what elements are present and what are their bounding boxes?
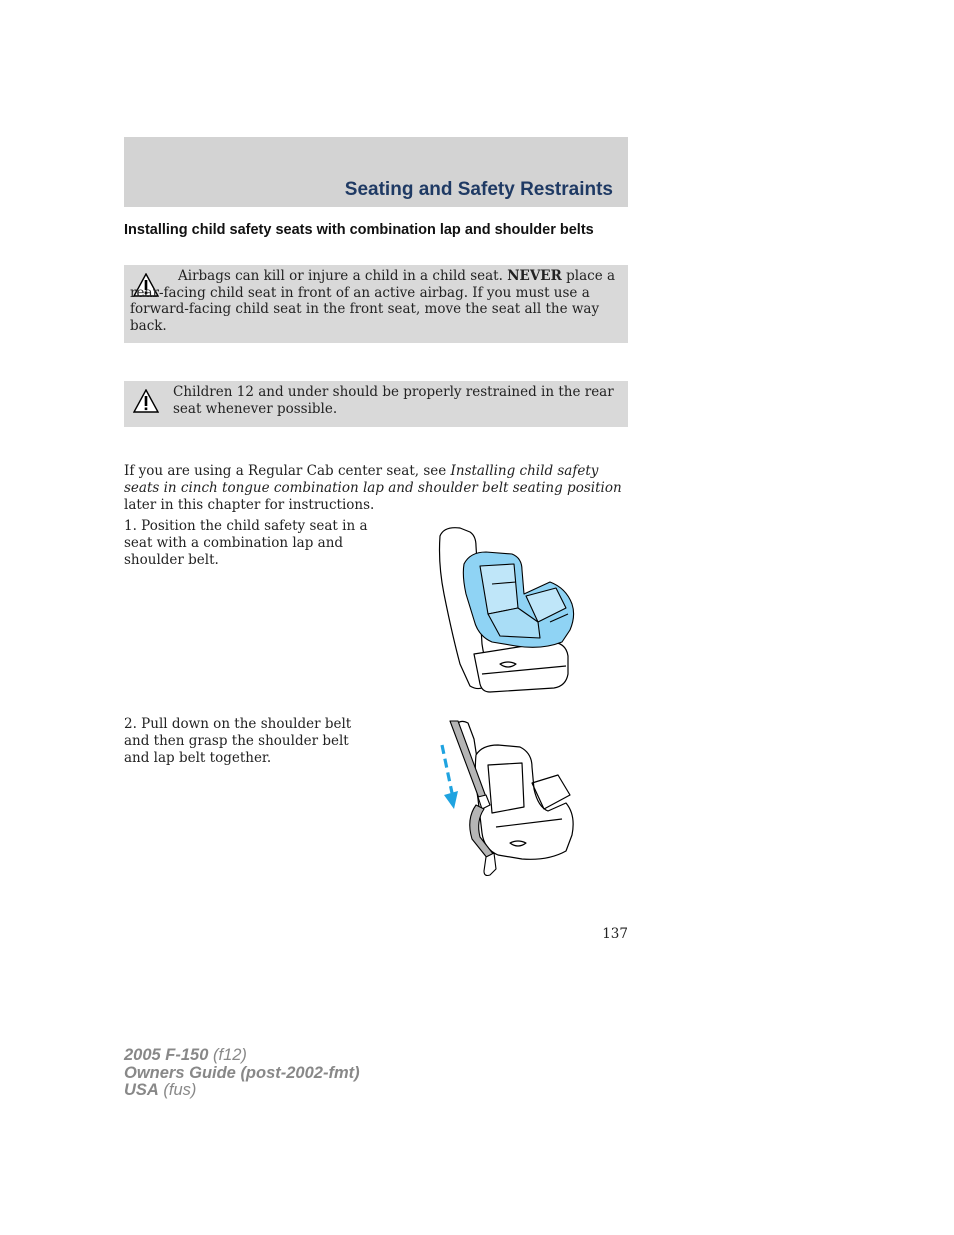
step-2-text: 2. Pull down on the shoulder belt and then grasp the shoulder belt and lap belt together. — [124, 716, 352, 766]
subsection-heading: Installing child safety seats with combination lap and shoulder belts — [124, 222, 594, 238]
child-seat-in-vehicle-seat-illustration — [430, 524, 580, 696]
section-title: Seating and Safety Restraints — [344, 179, 613, 200]
footer-line-1: 2005 F-150 (f12) — [124, 1046, 247, 1064]
page-number: 137 — [602, 926, 628, 942]
rear-seat-warning-text: Children 12 and under should be properly restrained in the rear seat whenever possible. — [173, 384, 614, 417]
never-emphasis: NEVER — [507, 268, 562, 284]
step-1-text: 1. Position the child safety seat in a seat with a combination lap and shoulder belt. — [124, 518, 368, 568]
document-footer — [124, 1047, 360, 1100]
pull-down-arrow-icon — [442, 745, 458, 809]
section-header-band — [124, 137, 628, 207]
intro-paragraph: If you are using a Regular Cab center seat, see Installing child safety seats in cinch tongue combination lap and shoulder belt seating position later in this chapter for instructions. — [124, 463, 622, 513]
cross-reference: Installing child safety seats in cinch tongue combination lap and shoulder belt seating position — [124, 463, 622, 496]
shoulder-belt-pull-illustration — [428, 719, 582, 882]
airbag-warning-text: Airbags can kill or injure a child in a child seat. NEVER place a rear-facing child seat in front of an active airbag. If you must use a forward-facing child seat in the front seat, move the seat all the way back. — [130, 268, 616, 334]
warning-triangle-icon — [133, 389, 159, 413]
rear-seat-warning-box — [124, 381, 628, 427]
footer-line-2: Owners Guide (post-2002-fmt) — [124, 1063, 360, 1082]
footer-line-3: USA (fus) — [124, 1081, 197, 1099]
airbag-warning-box — [124, 265, 628, 343]
